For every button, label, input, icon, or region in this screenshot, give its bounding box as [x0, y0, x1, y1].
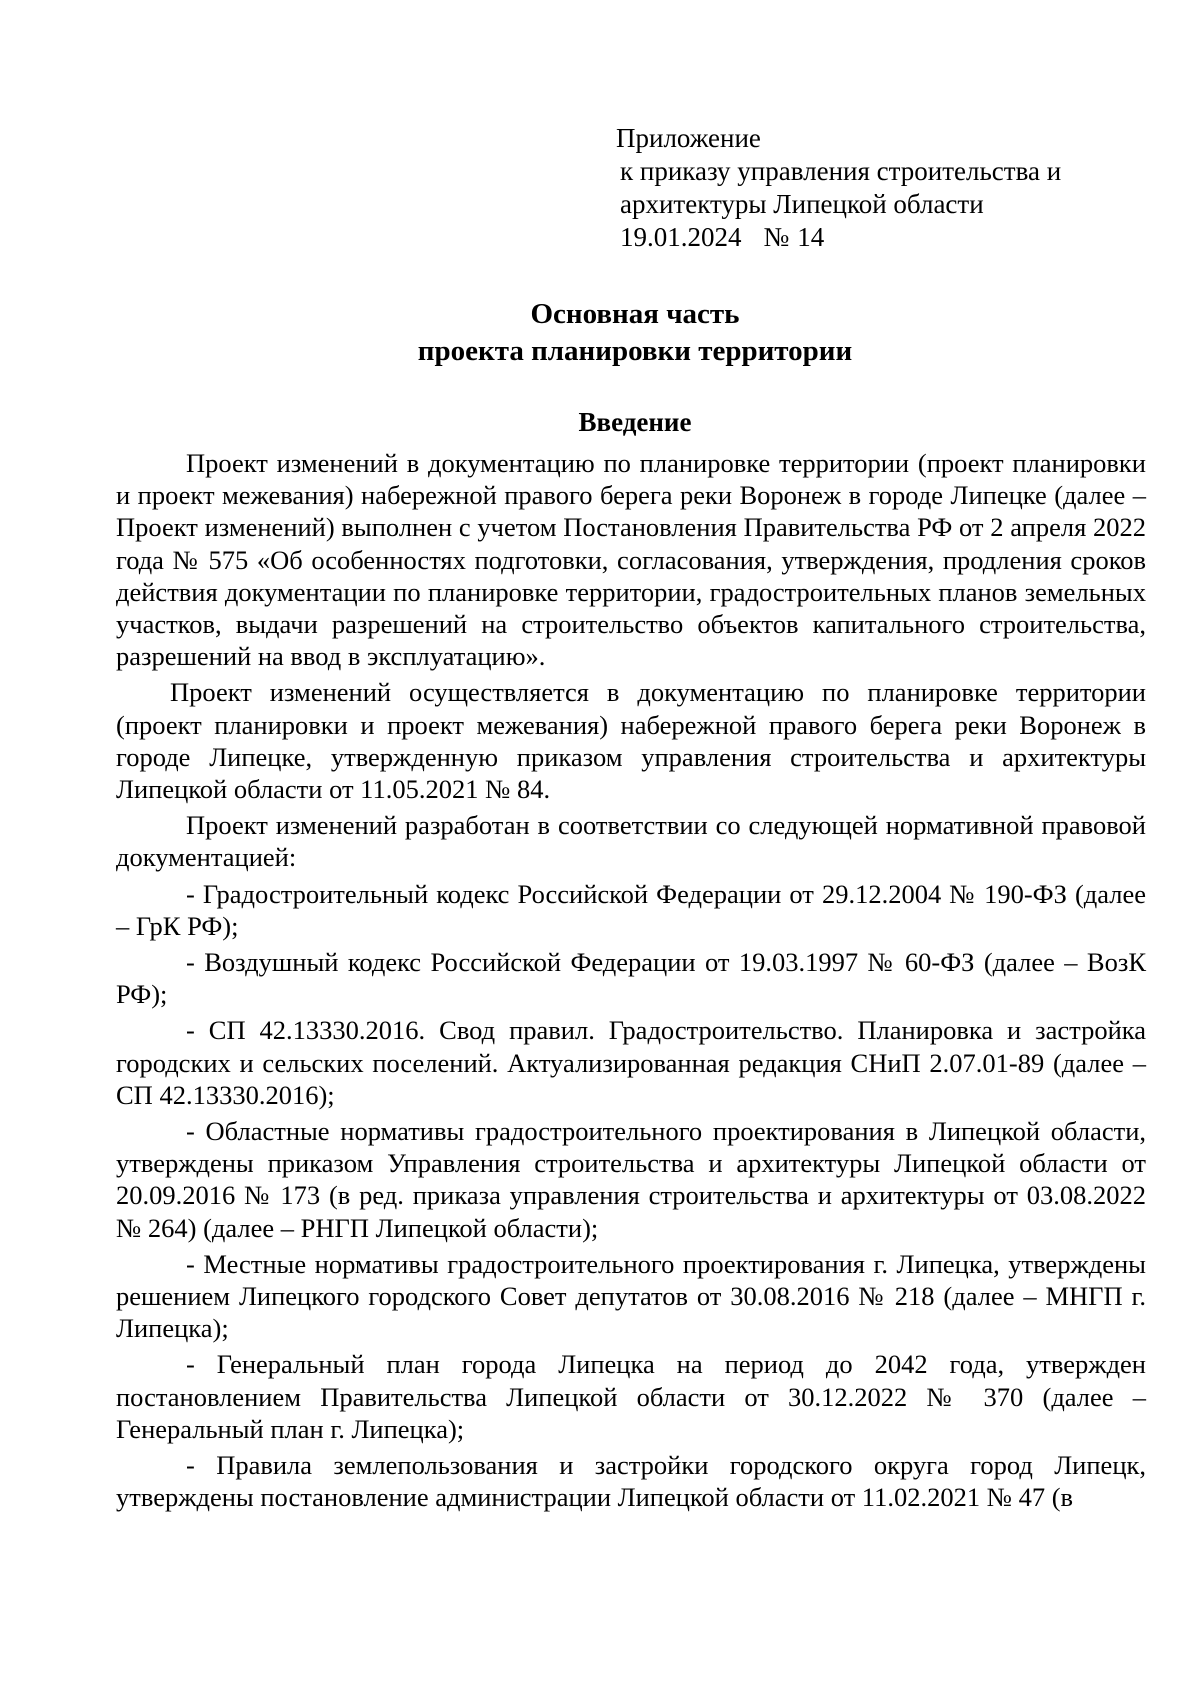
list-item: - СП 42.13330.2016. Свод правил. Градостроительство. Планировка и застройка городских и сельских поселений. Актуализированная редакция СНиП 2.07.01-89 (далее – СП 42.13330.2016); — [116, 1015, 1146, 1110]
document-body — [116, 447, 1146, 1518]
list-item: - Градостроительный кодекс Российской Федерации от 29.12.2004 № 190-ФЗ (далее – ГрК РФ); — [116, 878, 1146, 941]
section-title: Введение — [578, 407, 692, 437]
list-item: - Генеральный план города Липецка на период до 2042 года, утвержден постановлением Правительства Липецкой области от 30.12.2022 № 370 (далее – Генеральный план г. Липецка); — [116, 1349, 1146, 1444]
paragraph: Проект изменений разработан в соответствии со следующей нормативной правовой документацией: — [116, 810, 1146, 873]
appendix-line-1: Приложение — [616, 123, 761, 153]
paragraph: Проект изменений в документацию по планировке территории (проект планировки и проект межевания) набережной правого берега реки Воронеж в городе Липецке (далее – Проект изменений) выполнен с учетом Постановления Правительства РФ от 2 апреля 2022 года № 575 «Об особенностях подготовки, согласования, утверждения, продления сроков действия документации по планировке территории, градостроительных планов земельных участков, выдачи разрешений на строительство объектов капитального строительства, разрешений на ввод в эксплуатацию». — [116, 448, 1146, 672]
list-item: - Воздушный кодекс Российской Федерации от 19.03.1997 № 60-ФЗ (далее – ВозК РФ); — [116, 947, 1146, 1010]
list-item: - Местные нормативы градостроительного проектирования г. Липецка, утверждены решением Липецкого городского Совет депутатов от 30.08.2016 № 218 (далее – МНГП г. Липецка); — [116, 1248, 1146, 1344]
list-item: - Областные нормативы градостроительного проектирования в Липецкой области, утверждены приказом Управления строительства и архитектуры Липецкой области от 20.09.2016 № 173 (в ред. приказа управления строительства и архитектуры от 03.08.2022 № 264) (далее – РНГП Липецкой области); — [116, 1116, 1146, 1243]
appendix-header — [616, 122, 1061, 254]
appendix-date: 19.01.2024 — [620, 222, 742, 252]
document-title — [0, 296, 1200, 370]
appendix-number: 14 — [797, 222, 825, 252]
appendix-line-3: архитектуры Липецкой области — [620, 189, 984, 219]
list-item: - Правила землепользования и застройки городского округа город Липецк, утверждены постановление администрации Липецкой области от 11.02.2021 № 47 (в — [116, 1450, 1146, 1513]
appendix-number-sign: № — [763, 222, 790, 252]
appendix-line-2: к приказу управления строительства и — [620, 156, 1062, 186]
title-line-1: Основная часть — [530, 298, 740, 330]
paragraph: Проект изменений осуществляется в документацию по планировке территории (проект планировки и проект межевания) набережной правого берега реки Воронеж в городе Липецке, утвержденную приказом управления строительства и архитектуры Липецкой области от 11.05.2021 № 84. — [116, 677, 1146, 805]
appendix-date-number — [616, 221, 1061, 254]
title-line-2: проекта планировки территории — [417, 335, 853, 367]
